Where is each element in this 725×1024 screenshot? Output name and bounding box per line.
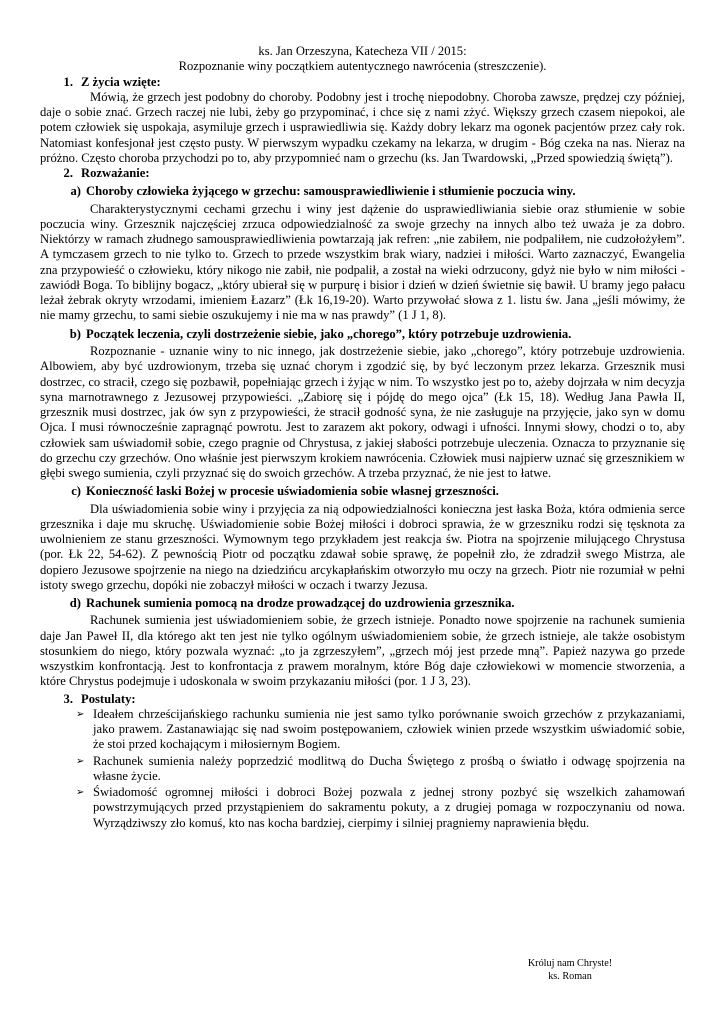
header-title-line: Rozpoznanie winy początkiem autentycznego nawrócenia (streszczenie).	[178, 59, 547, 74]
postulate-text: Świadomość ogromnej miłości i dobroci Bożej pozwala z jednej strony pozbyć się wszelkich zahamowań powstrzymujących przed przystąpieniem do sakramentu pokuty, a z drugiej pomaga w rozpoczynaniu od nowa. Wyrządziwszy zło komuś, kto nas kocha bardziej, cierpimy i silniej pragniemy naprawienia błędu.	[93, 785, 685, 830]
subsection-a-title: Choroby człowieka żyjącego w grzechu: samousprawiedliwienie i stłumienie poczucia winy.	[86, 184, 576, 199]
section-1-number: 1.	[63, 74, 73, 89]
signature-greeting: Króluj nam Chryste!	[527, 958, 613, 969]
subsection-c-title: Konieczność łaski Bożej w procesie uświadomienia sobie własnej grzeszności.	[86, 484, 499, 499]
subsection-b-heading	[40, 327, 685, 342]
subsection-c-text: Dla uświadomienia sobie winy i przyjęcia za nią odpowiedzialności konieczna jest łaska Boża, która odmienia serce grzesznika i daje mu skruchę. Uświadomienie sobie Bożej miłości i dobroci sprawia, że w grzeszniku rodzi się tęsknota za uwolnieniem ze stanu grzeszności. Wymownym tego przykładem jest reakcja św. Piotra na spojrzenie milującego Chrystusa (por. Łk 22, 54-62). Z pewnością Piotr od początku zdawał sobie sprawę, że popełnił zło, że zdradził swego Mistrza, ale dopiero Jezusowe spojrzenie na niego na dziedzińcu arcykapłańskim otworzyło mu oczy na grzech. Piotr nie rozumiał w pełni istoty swego grzechu, dopóki nie zobaczył miłości w oczach i twarzy Jezusa.	[40, 501, 685, 592]
section-1-text: Mówią, że grzech jest podobny do choroby. Podobny jest i trochę niepodobny. Choroba zawsze, prędzej czy później, daje o sobie znać. Grzech raczej nie lubi, żeby go przypominać, i chce się z nami zżyć. Większy grzech czasem niepokoi, ale potem człowiek się uspokaja, asymiluje grzech i usprawiedliwia się. Każdy dobry lekarz ma ogonek pacjentów przez cały rok. Natomiast konfesjonał jest często pusty. W pierwszym wypadku czekamy na lekarza, w drugim - Bóg czeka na nas. Nieraz na próżno. Często choroba przychodzi po to, aby przypomnieć nam o grzechu (ks. Jan Twardowski, „Przed spowiedzią świętą”).	[40, 89, 685, 165]
subsection-d-title: Rachunek sumienia pomocą na drodze prowadzącej do uzdrowienia grzesznika.	[86, 596, 515, 611]
postulate-text: Ideałem chrześcijańskiego rachunku sumienia nie jest samo tylko porównanie swoich grzechów z przykazaniami, jako prawem. Zastanawiając się nad swoim postępowaniem, człowiek winien przede wszystkim uświadomić sobie, że stoi przed kochającym i miłosiernym Bogiem.	[93, 706, 685, 752]
signature-author: ks. Roman	[548, 970, 592, 982]
section-3-number: 3.	[63, 691, 73, 706]
document-header	[40, 44, 685, 75]
list-item	[40, 707, 685, 753]
subsection-d-text: Rachunek sumienia jest uświadomieniem sobie, że grzech istnieje. Ponadto nowe spojrzenie na rachunek sumienia daje Jan Paweł II, dla którego akt ten jest nie tylko ogólnym uświadomieniem sobie, że grzech istnieje, ale także osobistym stosunkiem do niego, który pozwala wyznać: „to ja zgrzeszyłem”, „grzech mój jest przede mną”. Papież nazywa go przede wszystkim konfrontacją. Jest to konfrontacja z prawem moralnym, które Bóg daje człowiekowi w momencie stworzenia, a które Chrystus podejmuje i udoskonala w swoim przykazaniu miłości (por. 1 J 3, 23).	[40, 613, 685, 689]
postulates-list	[40, 707, 685, 831]
section-2-heading	[40, 166, 685, 181]
section-2-number: 2.	[63, 166, 73, 181]
section-2-title: Rozważanie:	[81, 166, 150, 181]
postulate-text: Rachunek sumienia należy poprzedzić modlitwą do Ducha Świętego z prośbą o światło i odwagę spojrzenia na własne życie.	[93, 753, 685, 783]
subsection-b-title: Początek leczenia, czyli dostrzeżenie siebie, jako „chorego”, który potrzebuje uzdrowienia.	[86, 326, 572, 341]
section-3-heading	[40, 692, 685, 707]
list-item	[40, 785, 685, 831]
list-item	[40, 754, 685, 785]
subsection-b-letter: b)	[69, 326, 81, 341]
subsection-d-heading	[40, 596, 685, 611]
subsection-c-letter: c)	[71, 484, 81, 499]
subsection-c-heading	[40, 484, 685, 499]
header-author-line: ks. Jan Orzeszyna, Katecheza VII / 2015:	[258, 44, 467, 58]
subsection-d-letter: d)	[69, 596, 81, 611]
arrow-bullet-icon: ➢	[76, 787, 85, 799]
section-3-title: Postulaty:	[81, 691, 136, 706]
subsection-a-letter: a)	[70, 184, 81, 199]
arrow-bullet-icon: ➢	[76, 755, 85, 767]
arrow-bullet-icon: ➢	[76, 708, 85, 720]
section-1-title: Z życia wzięte:	[81, 74, 161, 89]
section-1-heading	[40, 75, 685, 90]
subsection-a-heading	[40, 184, 685, 199]
subsection-a-text: Charakterystycznymi cechami grzechu i winy jest dążenie do usprawiedliwiania siebie oraz stłumienie w sobie poczucia winy. Grzesznik najczęściej zrzuca odpowiedzialność za swoje grzechy na innych albo też uważa je za dobro. Niektórzy w ramach złudnego samousprawiedliwienia powtarzają jak refren: „nie zabiłem, nie podpaliłem, nie cudzołożyłem”. A tymczasem grzech to nie tylko to. Grzech to przede wszystkim brak wiary, nadziei i miłości. Warto zaznaczyć, Ewangelia zna przypowieść o człowieku, który nikogo nie zabił, nie podpalił, a został na wieki odrzucony, gdyż nie było w nim miłości - zawiódł Boga. To biblijny bogacz, „który ubierał się w purpurę i bisior i dzień w dzień świetnie się bawił. U bramy jego pałacu leżał żebrak okryty wrzodami, imieniem Łazarz” (Łk 16,19-20). Warto przywołać słowa z 1. listu św. Jana „jeśli mówimy, że nie mamy grzechu, to sami siebie oszukujemy i nie ma w nas prawdy” (1 J 1, 8).	[40, 201, 685, 323]
subsection-b-text: Rozpoznanie - uznanie winy to nic innego, jak dostrzeżenie siebie, jako „chorego”, który potrzebuje uzdrowienia. Albowiem, aby być uzdrowionym, trzeba się uznać chorym i zgodzić się, by być leczonym przez lekarza. Grzesznik musi dostrzec, co stracił, czego się pozbawił, popełniając grzech i żyjąc w nim. To wszystko jest po to, ażeby dojrzała w nim decyzja syna marnotrawnego z Jezusowej przypowieści. „Zabiorę się i pójdę do mego ojca” (Łk 15, 18). Według Jana Pawła II, grzesznik musi dostrzec, jak ów syn z przypowieści, że stracił godność syna, że nie zasługuje na przyjęcie, jako syn w domu Ojca. I musi równocześnie zapragnąć powrotu. Jest to zarazem akt pokory, odwagi i ufności. Innymi słowy, chodzi o to, aby człowiek sam uświadomił sobie, czego pragnie od Chrystusa, z jakiej słabości potrzebuje uleczenia. Oznacza to przyznanie się do grzechu czy grzechów. Ono właśnie jest pierwszym krokiem nawrócenia. Człowiek musi najpierw uznać się grzesznikiem w głębi swego sumienia, czyli przyznać się do swoich grzechów. A trzeba przyznać, że nie jest to łatwe.	[40, 344, 685, 481]
signature-block	[500, 958, 640, 983]
